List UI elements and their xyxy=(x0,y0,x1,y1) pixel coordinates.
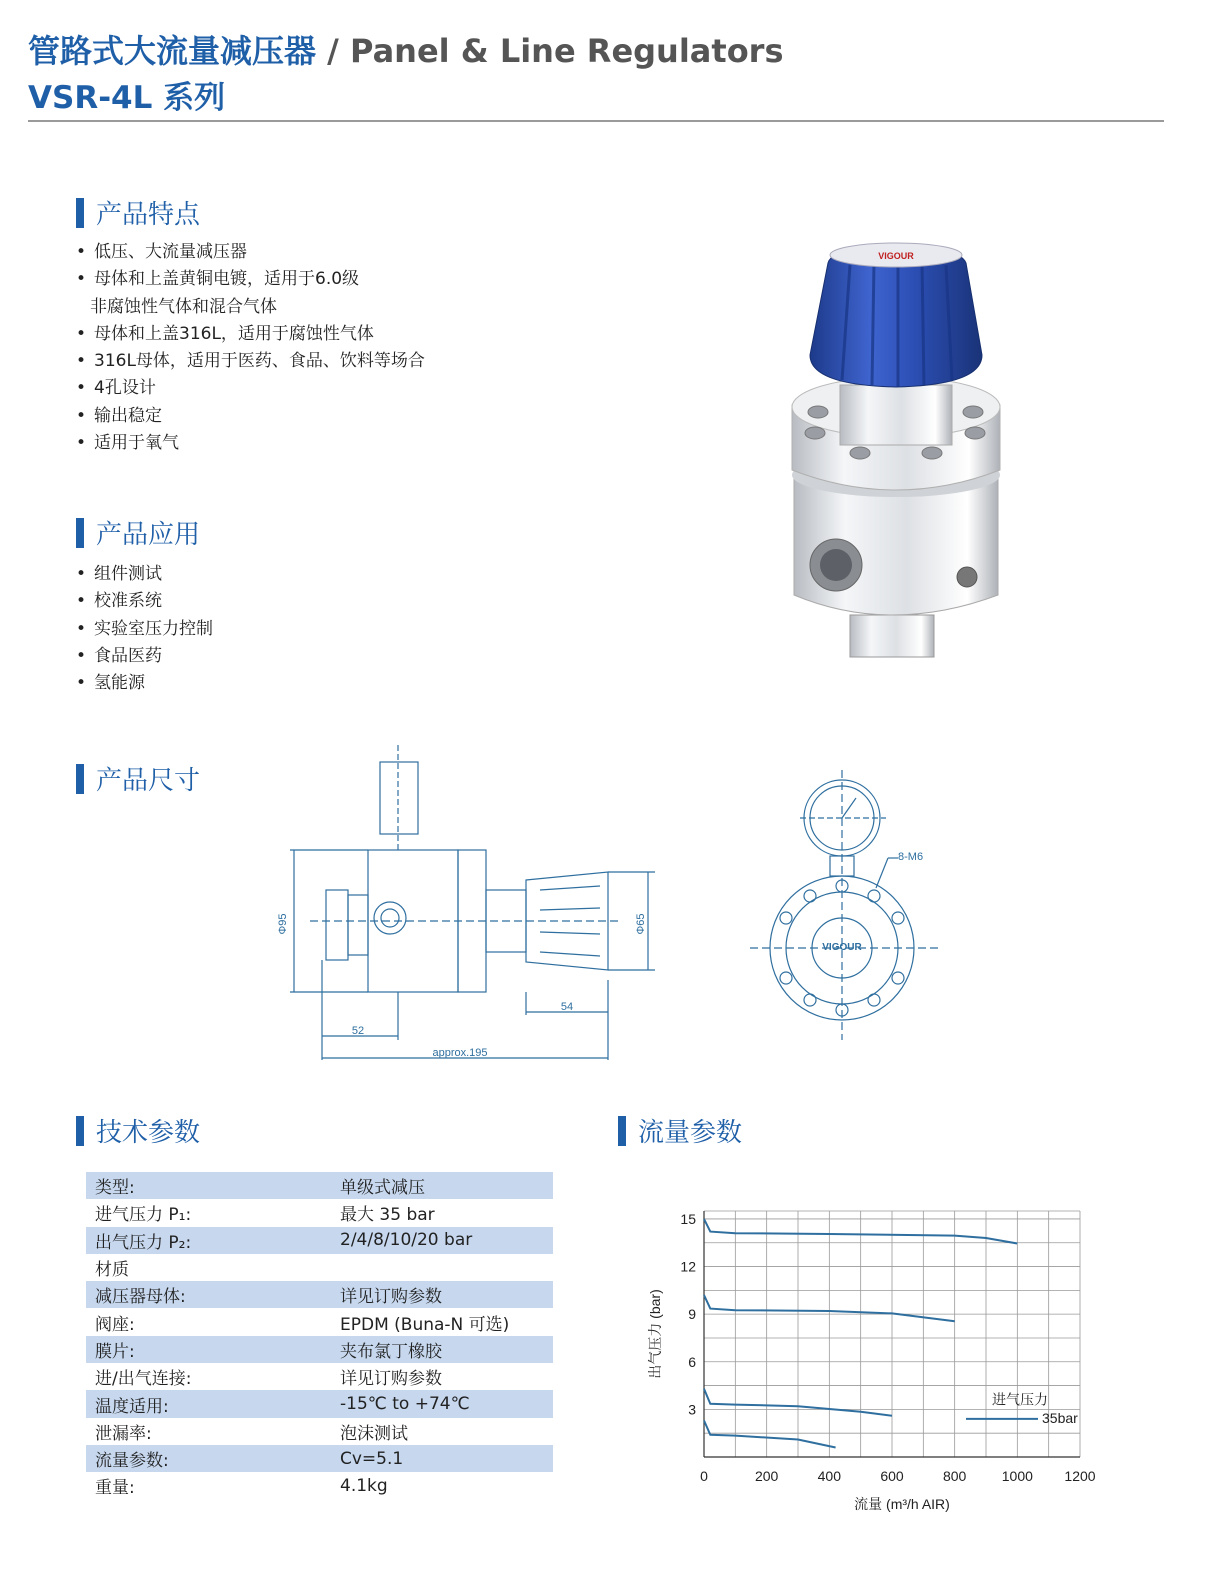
y-tick-label: 9 xyxy=(688,1306,696,1323)
spec-key: 减压器母体: xyxy=(86,1281,331,1308)
dimensions-title: 产品尺寸 xyxy=(96,766,201,796)
spec-key: 重量: xyxy=(95,1478,135,1499)
list-item xyxy=(76,375,425,402)
spec-value: EPDM (Buna-N 可选) xyxy=(340,1314,510,1335)
spec-value: 详见订购参数 xyxy=(340,1369,442,1390)
legend-entry: 35bar xyxy=(1042,1409,1078,1426)
side-inlet-nut xyxy=(326,890,348,960)
bonnet-neck xyxy=(840,385,952,445)
spec-value: 2/4/8/10/20 bar xyxy=(331,1227,553,1254)
x-tick-label: 0 xyxy=(700,1468,708,1484)
list-item xyxy=(76,561,213,588)
spec-key: 进气压力 P₁: xyxy=(95,1205,192,1226)
table-row xyxy=(86,1281,553,1308)
y-tick-label: 6 xyxy=(688,1353,696,1370)
spec-value: 夹布氯丁橡胶 xyxy=(331,1336,553,1363)
dimension-drawing xyxy=(270,740,960,1080)
applications-heading xyxy=(76,514,200,551)
features-title: 产品特点 xyxy=(96,200,201,230)
spec-value: 单级式减压 xyxy=(331,1172,553,1199)
title-cn: 管路式大流量减压器 xyxy=(28,32,317,70)
list-item-text: • 氢能源 xyxy=(94,673,145,694)
list-item xyxy=(76,403,425,430)
spec-value: 4.1kg xyxy=(340,1475,388,1496)
list-item-text: • 输出稳定 xyxy=(94,405,162,426)
list-item-text: • 母体和上盖316L，适用于腐蚀性气体 xyxy=(94,323,374,344)
x-tick-label: 600 xyxy=(880,1468,904,1484)
spec-value: Cv=5.1 xyxy=(331,1445,553,1472)
flow-chart xyxy=(640,1195,1120,1515)
specs-title: 技术参数 xyxy=(96,1118,201,1148)
table-row xyxy=(86,1418,553,1445)
list-item-text: • 低压、大流量减压器 xyxy=(94,242,247,262)
list-item xyxy=(76,616,213,643)
table-row xyxy=(86,1445,553,1472)
x-tick-label: 200 xyxy=(754,1468,779,1484)
top-port xyxy=(380,762,418,834)
spec-key: 泄漏率: xyxy=(95,1423,152,1444)
y-axis-label: 出气压力 (bar) xyxy=(647,1289,663,1379)
heading-bar xyxy=(76,198,84,228)
applications-list xyxy=(76,561,213,697)
list-item-text: 非腐蚀性气体和混合气体 xyxy=(90,296,277,317)
spec-key: 阀座: xyxy=(95,1314,135,1335)
spec-value: 泡沫测试 xyxy=(340,1423,408,1444)
features-list xyxy=(76,239,425,457)
flow-heading xyxy=(618,1112,742,1149)
list-item-text: • 组件测试 xyxy=(94,564,162,584)
spec-key: 膜片: xyxy=(86,1336,331,1363)
table-row xyxy=(86,1336,553,1363)
specs-table xyxy=(86,1172,553,1500)
side-port xyxy=(957,567,977,587)
spec-key: 温度适用: xyxy=(86,1390,331,1417)
table-row xyxy=(86,1227,553,1254)
features-heading xyxy=(76,194,200,231)
spec-key: 出气压力 P₂: xyxy=(86,1227,331,1254)
flow-title: 流量参数 xyxy=(638,1118,743,1148)
list-item-text: • 实验室压力控制 xyxy=(94,618,213,639)
spec-value: 最大 35 bar xyxy=(340,1205,435,1226)
spec-key: 流量参数: xyxy=(86,1445,331,1472)
x-tick-label: 800 xyxy=(942,1468,967,1484)
applications-title: 产品应用 xyxy=(96,520,201,550)
list-item-text: • 母体和上盖黄铜电镀，适用于6.0级 xyxy=(94,269,360,290)
bottom-nut xyxy=(850,615,934,657)
heading-bar xyxy=(76,1116,84,1146)
legend-title: 进气压力 xyxy=(992,1391,1048,1408)
table-row xyxy=(86,1199,553,1226)
series-line xyxy=(704,1421,836,1448)
table-row xyxy=(86,1172,553,1199)
table-row xyxy=(86,1472,553,1499)
x-tick-label: 1200 xyxy=(1064,1468,1096,1484)
list-item-text: • 适用于氧气 xyxy=(94,433,179,454)
dim-knob-length: 54 xyxy=(560,1001,574,1013)
heading-bar xyxy=(76,518,84,548)
page-title xyxy=(28,26,784,72)
list-item xyxy=(76,643,213,670)
y-tick-label: 3 xyxy=(688,1401,696,1418)
x-axis-label: 流量 (m³/h AIR) xyxy=(854,1496,950,1512)
list-item xyxy=(76,321,425,348)
dimensions-heading xyxy=(76,760,200,797)
table-row xyxy=(86,1308,553,1335)
y-tick-label: 12 xyxy=(680,1258,696,1275)
list-item xyxy=(76,588,213,615)
dim-brand: VIGOUR xyxy=(822,942,862,953)
spec-key: 材质 xyxy=(95,1260,129,1281)
spec-value: -15℃ to +74℃ xyxy=(331,1390,553,1417)
side-inlet-thread xyxy=(348,895,368,955)
list-item-text: • 校准系统 xyxy=(94,591,162,612)
header-divider xyxy=(28,120,1164,122)
dim-body-dia: Φ95 xyxy=(277,913,289,935)
product-photo xyxy=(770,235,1010,665)
table-row xyxy=(86,1254,553,1281)
specs-heading xyxy=(76,1112,200,1149)
dim-inlet-length: 52 xyxy=(351,1025,365,1037)
dim-total-length: approx.195 xyxy=(432,1047,488,1059)
spec-key: 类型: xyxy=(86,1172,331,1199)
list-item xyxy=(76,670,213,697)
list-item xyxy=(76,239,425,266)
list-item-text: • 4孔设计 xyxy=(94,378,156,399)
list-item-text: • 316L母体，适用于医药、食品、饮料等场合 xyxy=(94,351,425,372)
table-row xyxy=(86,1390,553,1417)
dim-holes: 8-M6 xyxy=(898,851,924,863)
list-item xyxy=(76,430,425,457)
dim-knob-dia: Φ65 xyxy=(635,913,647,935)
y-tick-label: 15 xyxy=(680,1210,696,1227)
spec-value: 详见订购参数 xyxy=(331,1281,553,1308)
x-tick-label: 400 xyxy=(817,1468,842,1484)
title-en: / Panel & Line Regulators xyxy=(327,32,784,70)
series-title: VSR-4L 系列 xyxy=(28,80,226,116)
table-row xyxy=(86,1363,553,1390)
spec-value xyxy=(331,1254,553,1281)
list-item xyxy=(76,348,425,375)
spec-key: 进/出气连接: xyxy=(95,1369,192,1390)
list-item-text: • 食品医药 xyxy=(94,645,162,666)
heading-bar xyxy=(76,764,84,794)
heading-bar xyxy=(618,1116,626,1146)
inlet-bore xyxy=(820,549,852,581)
photo-brand: VIGOUR xyxy=(878,251,914,261)
list-item xyxy=(76,266,425,321)
x-tick-label: 1000 xyxy=(1001,1468,1033,1484)
